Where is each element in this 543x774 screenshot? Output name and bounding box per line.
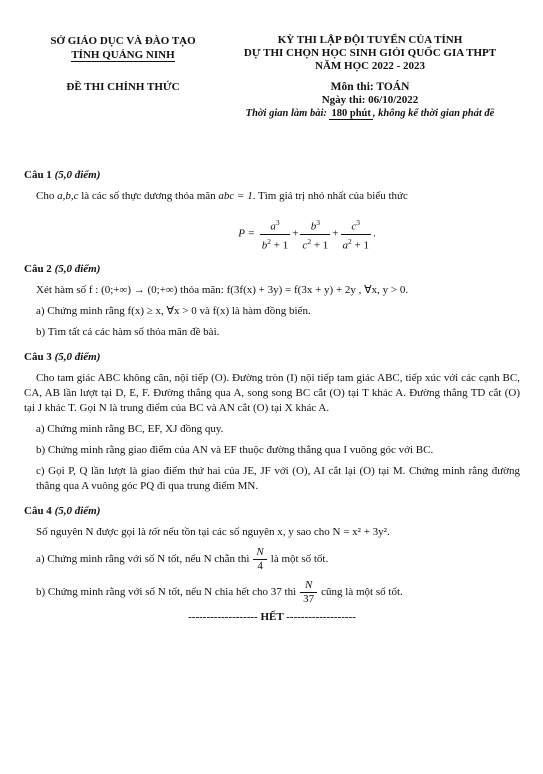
end-marker: ------------------- HẾT -------------------: [188, 611, 356, 624]
exam-duration: Thời gian làm bài: 180 phút , không kể thời gian phát đề: [245, 108, 495, 119]
question-2-part-b: b) Tìm tất cả các hàm số thỏa mãn đề bài.: [36, 326, 220, 339]
question-3-part-a: a) Chứng minh rằng BC, EF, XJ đồng quy.: [36, 423, 224, 436]
exam-year: NĂM HỌC 2022 - 2023: [315, 60, 425, 72]
department-line1: SỞ GIÁO DỤC VÀ ĐÀO TẠO: [50, 35, 196, 47]
official-exam-label: ĐỀ THI CHÍNH THỨC: [66, 81, 180, 93]
question-4-text: Số nguyên N được gọi là tốt nếu tồn tại các số nguyên x, y sao cho N = x² + 3y².: [36, 526, 390, 539]
exam-subject: Môn thi: TOÁN: [330, 81, 410, 93]
exam-date: Ngày thi: 06/10/2022: [321, 94, 419, 106]
exam-content: [24, 158, 520, 625]
question-4-part-a: a) Chứng minh rằng với số N tốt, nếu N chẵn thì $\frac{N}{4}$ là một số tốt.: [36, 546, 329, 573]
question-4-title: Câu 4 (5,0 điểm): [24, 505, 101, 518]
exam-line2: DỰ THI CHỌN HỌC SINH GIỎI QUỐC GIA THPT: [243, 47, 497, 59]
question-3-text: Cho tam giác ABC không cân, nội tiếp (O). Đường tròn (I) nội tiếp tam giác ABC, tiếp xúc với các cạnh BC, CA, AB lần lượt tại D, E, F. Đường thẳng qua A, song song BC cắt (O) tại T khác A. Đường thẳng TD cắt (O) tại J khác T. Gọi N là trung điểm của BC và AN cắt (O) tại X khác A.: [24, 372, 520, 415]
question-2-part-a: a) Chứng minh rằng f(x) ≥ x, ∀x > 0 và f(x) là hàm đồng biến.: [36, 305, 311, 318]
question-1-text: Cho a,b,c là các số thực dương thỏa mãn abc = 1. Tìm giá trị nhỏ nhất của biểu thức: [36, 190, 408, 202]
header-department: [18, 34, 228, 94]
question-3-part-b: b) Chứng minh rằng giao điểm của AN và EF thuộc đường thẳng qua I vuông góc với BC.: [36, 444, 434, 457]
header-exam-info: [210, 34, 530, 120]
exam-line1: KỲ THI LẬP ĐỘI TUYỂN CỦA TỈNH: [277, 34, 463, 46]
question-1-title: Câu 1 (5,0 điểm): [24, 169, 101, 181]
question-4-part-b: b) Chứng minh rằng với số N tốt, nếu N chia hết cho 37 thì $\frac{N}{37}$ cũng là một số tốt.: [36, 579, 403, 606]
question-2-text: Xét hàm số f : (0;+∞) → (0;+∞) thỏa mãn: f(3f(x) + 3y) = f(3x + y) + 2y , ∀x, y > 0.: [36, 284, 409, 297]
question-1-formula: P = $\frac{a^3}{b^2 + 1}$ + $\frac{b^3}{c^2 + 1}$ + $\frac{c^3}{a^2 + 1}$ .: [238, 218, 376, 252]
department-line2: TỈNH QUẢNG NINH: [71, 49, 175, 61]
question-3-part-c: c) Gọi P, Q lần lượt là giao điểm thứ hai của JE, JF với (O), AI cắt lại (O) tại M. Chứng minh rằng đường thẳng qua A vuông góc PQ đi qua trung điểm MN.: [36, 465, 520, 493]
question-3-title: Câu 3 (5,0 điểm): [24, 351, 101, 364]
question-2-title: Câu 2 (5,0 điểm): [24, 263, 101, 276]
